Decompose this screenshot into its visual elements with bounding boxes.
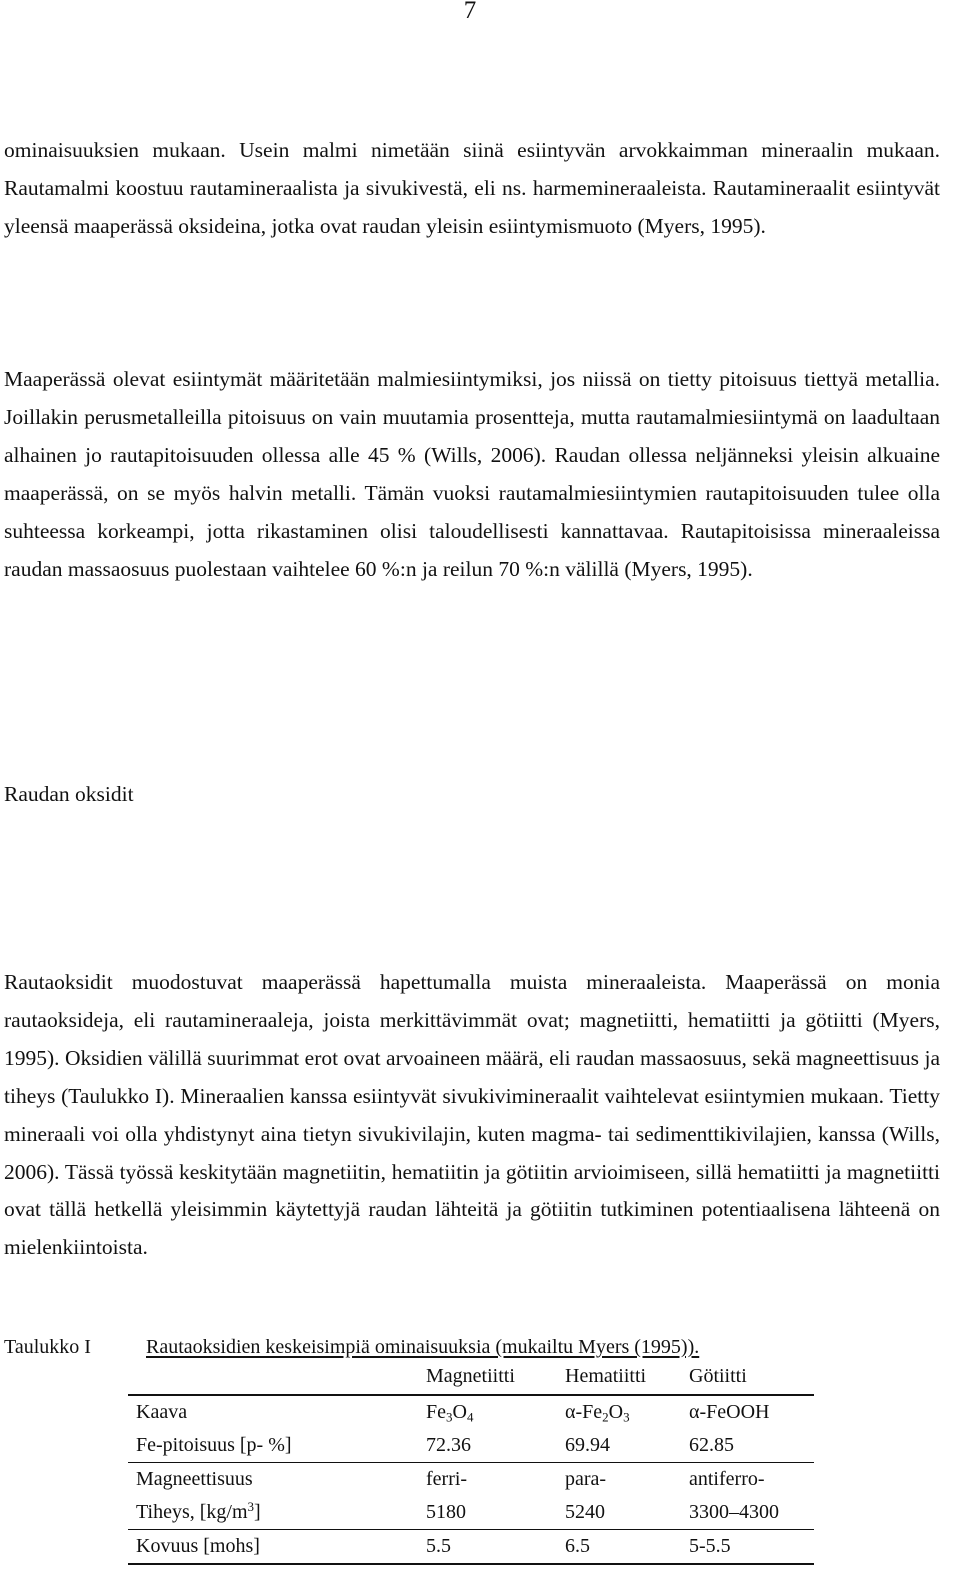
row-label-magnetism: Magneettisuus [136,1468,253,1490]
header-goethite: Götiitti [689,1365,747,1387]
cell-magnetism-goethite: antiferro- [689,1468,765,1490]
cell-formula-goethite: α-FeOOH [689,1401,770,1423]
table-row-fe-content [128,1429,814,1463]
cell-formula-magnetite: $Fe_3O_4$ [426,1401,474,1425]
row-label-fe-content: Fe-pitoisuus [p- %] [136,1434,292,1456]
paragraph-ore-minerals: ominaisuuksien mukaan. Usein malmi nimetään siinä esiintyvän arvokkaimman mineraalin mukaan. Rautamalmi koostuu rautamineraalista ja sivukivestä, eli ns. harmemineraaleista. Rautamineraalit esiintyvät yleensä maaperässä oksideina, jotka ovat raudan yleisin esiintymismuoto (Myers, 1995). [4,138,940,238]
table-row-magnetism [128,1463,814,1497]
properties-table [128,1358,814,1565]
cell-hardness-goethite: 5-5.5 [689,1535,731,1557]
cell-hardness-magnetite: 5.5 [426,1535,451,1557]
cell-magnetism-magnetite: ferri- [426,1468,468,1490]
cell-density-magnetite: 5180 [426,1501,466,1523]
row-label-formula: Kaava [136,1401,188,1423]
page-number: 7 [463,0,477,24]
cell-density-goethite: 3300–4300 [689,1501,779,1523]
table-row-hardness [128,1530,814,1565]
paragraph-iron-oxides: Rautaoksidit muodostuvat maaperässä hapettumalla muista mineraaleista. Maaperässä on monia rautaoksideja, eli rautamineraaleja, joista merkittävimmät ovat; magnetiitti, hematiitti ja götiitti (Myers, 1995). Oksidien välillä suurimmat erot ovat arvoaineen määrä, eli raudan massaosuus, sekä magneettisuus ja tiheys (Taulukko I). Mineraalien kanssa esiintyvät sivukivimineraalit vaihtelevat esiintymien mukaan. Tietty mineraali voi olla yhdistynyt aina tietyn sivukivilajin, kuten magma- tai sedimenttikivilajien, kanssa (Wills, 2006). Tässä työssä keskitytään magnetiitin, hematiitin ja götiitin arvioimiseen, sillä hematiitti ja magnetiitti ovat tällä hetkellä yleisimmin käytettyjä raudan lähteitä ja götiitin tutkiminen potentiaalisena lähteenä on mielenkiintoista. [4,970,940,1260]
paragraph-ore-deposits: Maaperässä olevat esiintymät määritetään malmiesiintymiksi, jos niissä on tietty pitoisuus tiettyä metallia. Joillakin perusmetalleilla pitoisuus on vain muutamia prosentteja, mutta rautamalmiesiintymä on laadultaan alhainen jo rautapitoisuuden ollessa alle 45 % (Wills, 2006). Raudan ollessa neljänneksi yleisin alkuaine maaperässä, on se myös halvin metalli. Tämän vuoksi rautamalmiesiintymien rautapitoisuuden tulee olla suhteessa korkeampi, jotta rikastaminen olisi taloudellisesti kannattavaa. Rautapitoisissa mineraaleissa raudan massaosuus puolestaan vaihtelee 60 %:n ja reilun 70 %:n välillä (Myers, 1995). [4,367,940,581]
cell-formula-hematite: $\alpha-Fe_2O_3$ [565,1401,630,1425]
row-label-density: Tiheys, $[kg/m^3]$ [136,1498,261,1523]
cell-fe-content-hematite: 69.94 [565,1434,610,1456]
header-magnetite: Magnetiitti [426,1365,515,1387]
table-title: Rautaoksidien keskeisimpiä ominaisuuksia (mukailtu Myers (1995)). [146,1336,700,1358]
row-label-hardness: Kovuus [mohs] [136,1535,260,1557]
section-heading-iron-oxides: Raudan oksidit [4,782,134,806]
table-label: Taulukko I [4,1336,91,1358]
table-row-formula [128,1395,814,1429]
cell-hardness-hematite: 6.5 [565,1535,590,1557]
table-header-row [128,1358,814,1395]
header-empty [128,1358,426,1395]
cell-fe-content-magnetite: 72.36 [426,1434,471,1456]
header-hematite: Hematiitti [565,1365,647,1387]
table-row-density [128,1496,814,1530]
iron-oxide-properties-table [128,1358,814,1565]
cell-density-hematite: 5240 [565,1501,605,1523]
cell-magnetism-hematite: para- [565,1468,607,1490]
cell-fe-content-goethite: 62.85 [689,1434,734,1456]
